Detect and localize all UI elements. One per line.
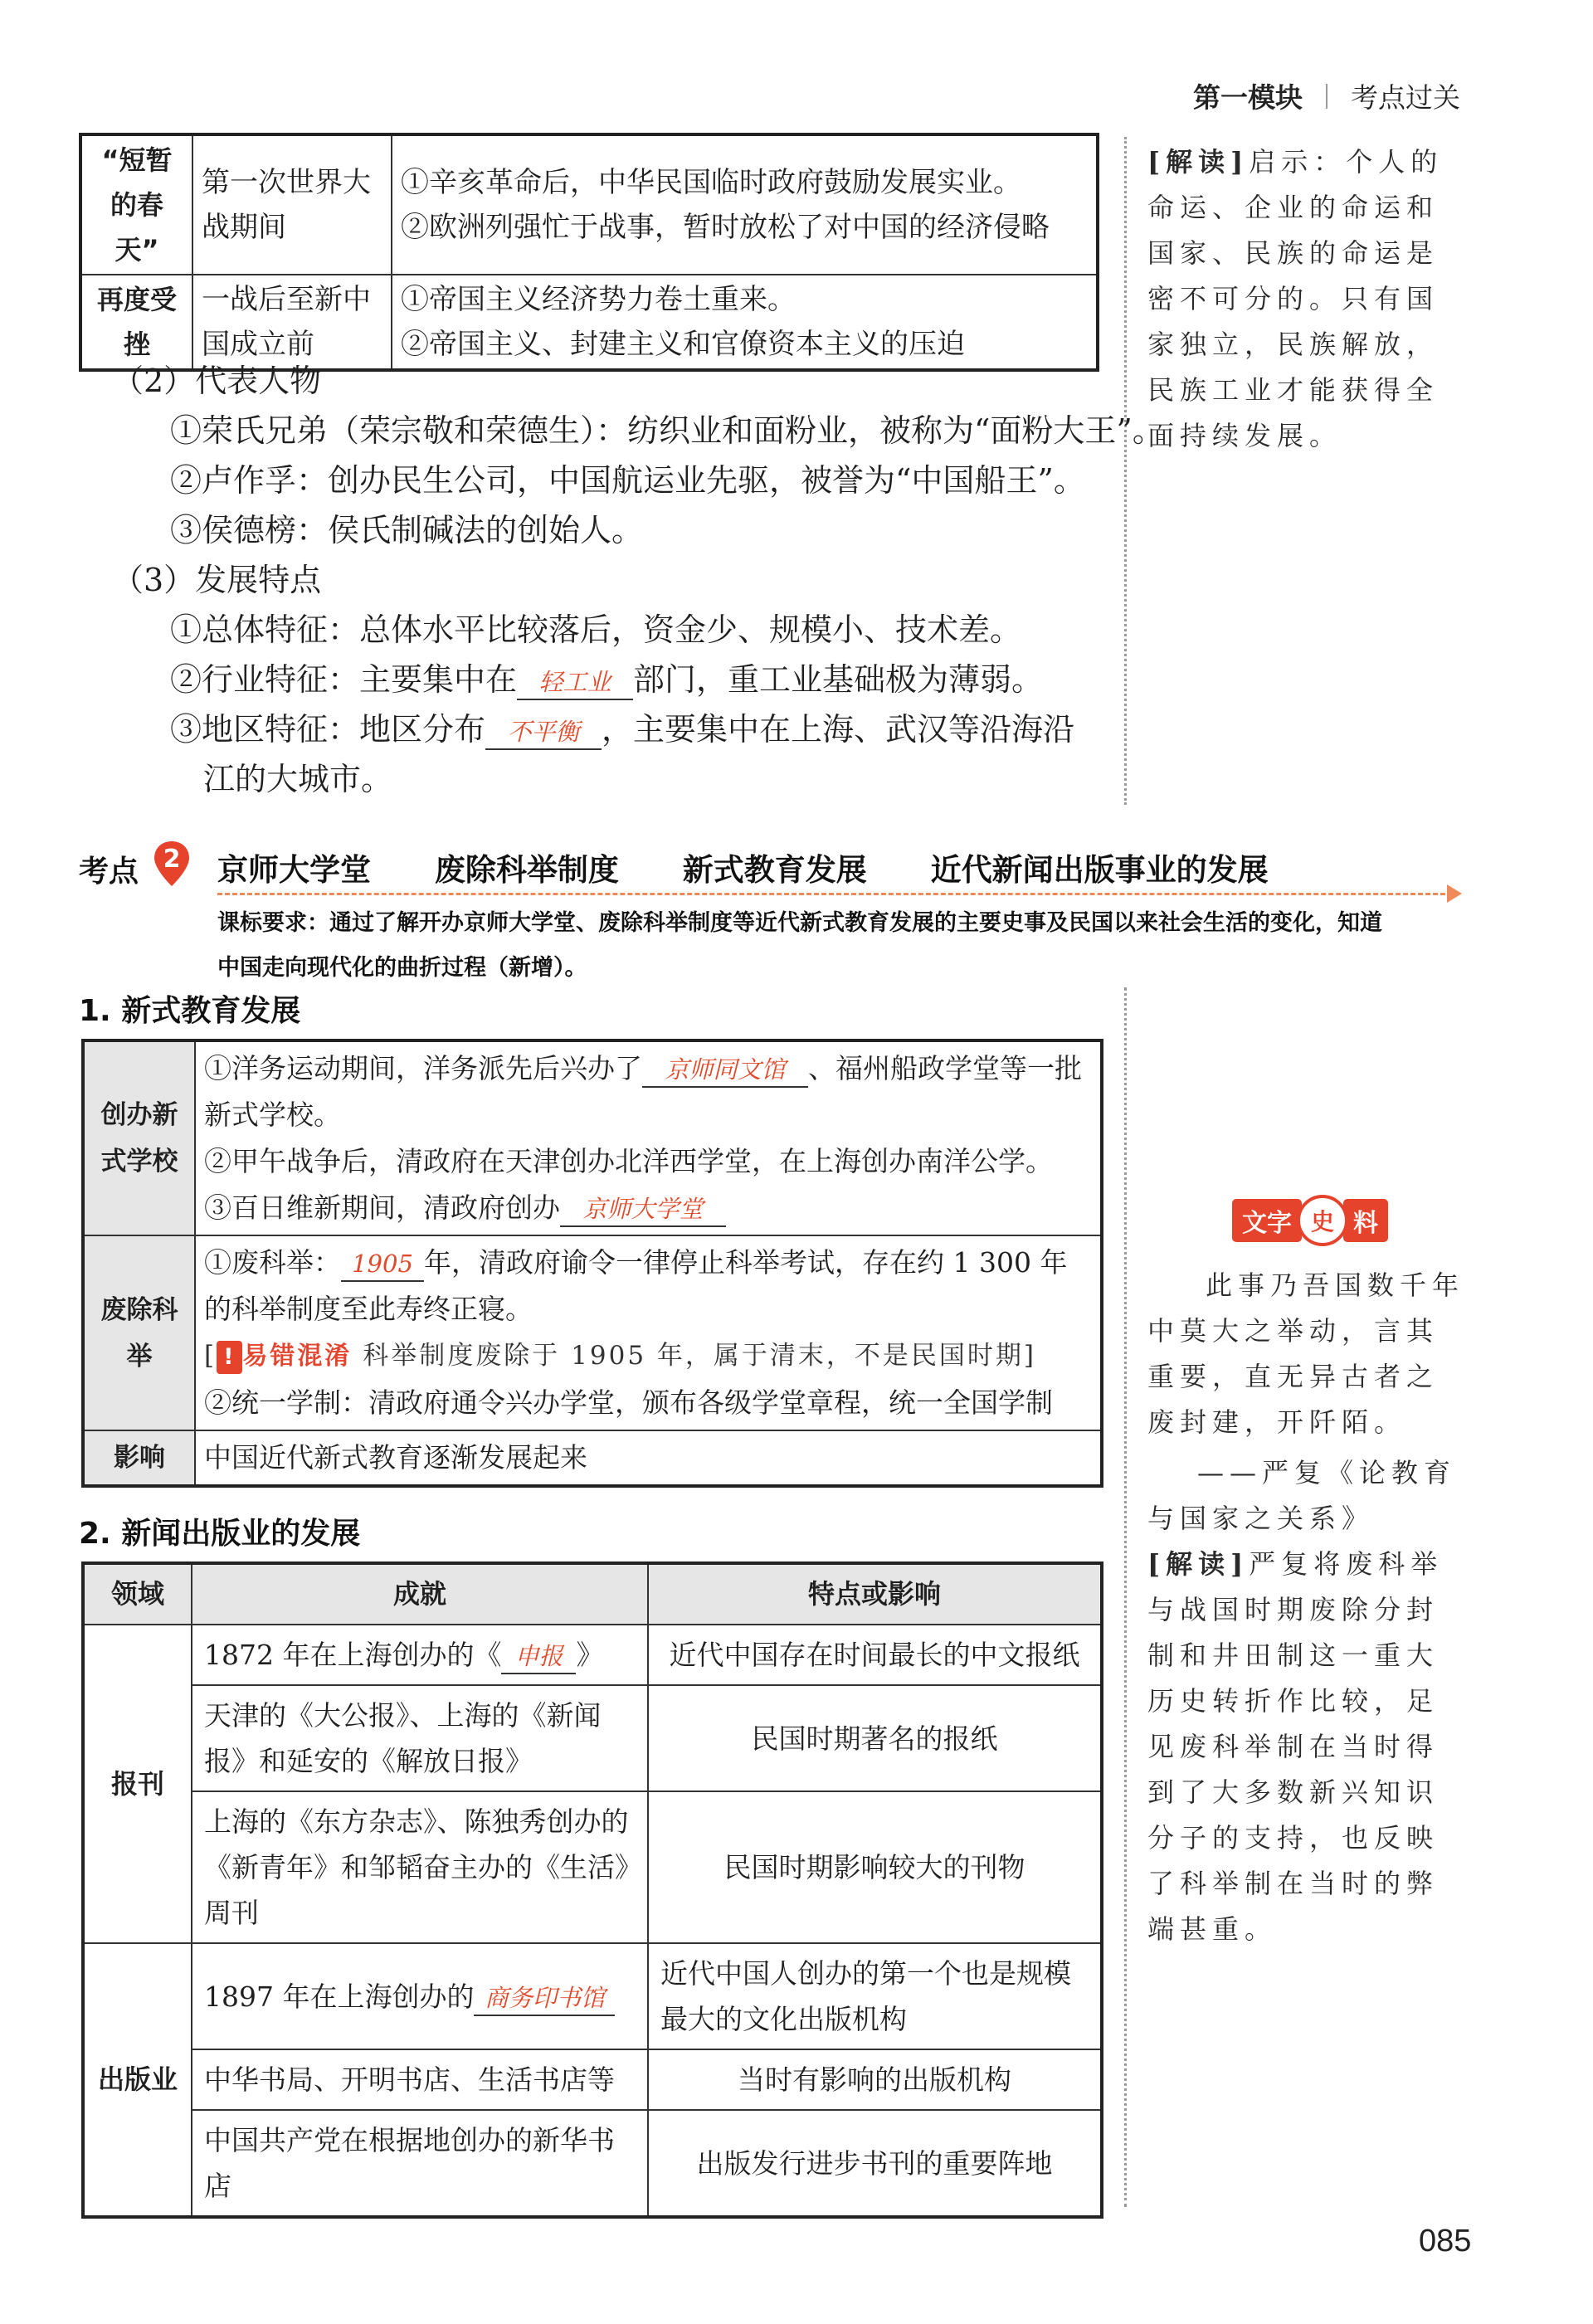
badge-mid: 史 [1297, 1195, 1348, 1246]
arrow-right-icon [1447, 884, 1462, 903]
section-title: 1. 新式教育发展 [79, 994, 301, 1028]
feature-item-cont: 江的大城市。 [203, 761, 393, 797]
answer-blank: 1905 [341, 1247, 424, 1282]
kaodian-title: 近代新闻出版事业的发展 [930, 852, 1269, 888]
kaodian-title: 新式教育发展 [682, 852, 867, 888]
row-body: 中国近代新式教育逐渐发展起来 [195, 1430, 1102, 1486]
table-header-row [83, 1563, 1102, 1625]
achievement-cell: 中华书局、开明书店、生活书店等 [192, 2049, 648, 2110]
row-head: 创办新式学校 [83, 1040, 195, 1235]
achievement-cell: 1872 年在上海创办的《 申报 》 [192, 1625, 648, 1685]
period-cell: 第一次世界大战期间 [192, 134, 392, 275]
column-header: 领域 [83, 1563, 192, 1625]
education-table [81, 1039, 1103, 1488]
row-head: 废除科举 [83, 1235, 195, 1430]
side-note-interpretation [1147, 139, 1467, 459]
running-header [1193, 76, 1460, 115]
table-row [83, 2110, 1102, 2217]
period-cell: 一战后至新中国成立前 [192, 275, 392, 370]
answer-blank: 申报 [501, 1639, 576, 1674]
interpret-text: 严复将废科举与战国时期废除分封制和井田制这一重大历史转折作比较，足见废科举制在当时得到了大多数新兴知识分子的支持，也反映了科举制在当时的弊端甚重。 [1147, 1548, 1444, 1945]
table-row [83, 1943, 1102, 2049]
table-row [83, 1625, 1102, 1685]
header-divider [1326, 84, 1328, 109]
effect-cell: 当时有影响的出版机构 [648, 2049, 1102, 2110]
development-stages-table [79, 133, 1099, 372]
source-badge [1232, 1195, 1388, 1246]
section-label: 考点过关 [1351, 82, 1460, 113]
column-divider-bottom [1124, 987, 1127, 2207]
reason-line: ②帝国主义、封建主义和官僚资本主义的压迫 [401, 328, 965, 361]
answer-blank: 京师同文馆 [642, 1053, 808, 1088]
press-table [81, 1562, 1103, 2219]
answer-blank: 不平衡 [485, 715, 602, 750]
feature-item: ①总体特征：总体水平比较落后，资金少、规模小、技术差。 [170, 611, 1022, 648]
row-body: ①废科举： 1905 年，清政府谕令一律停止科举考试，存在约 1 300 年的科举制度至此寿终正寝。 [ ! 易错混淆 科举制度废除于 1905 年，属于清末，不是民国时期] ②统一学制：清政府通令兴办学堂，颁布各级学堂章程，统一全国学制 [195, 1235, 1102, 1430]
achievement-cell: 中国共产党在根据地创办的新华书店 [192, 2110, 648, 2217]
effect-cell: 近代中国存在时间最长的中文报纸 [648, 1625, 1102, 1685]
answer-blank: 京师大学堂 [560, 1192, 726, 1227]
curriculum-standard: 课标要求：通过了解开办京师大学堂、废除科举制度等近代新式教育发展的主要史事及民国以来社会生活的变化，知道中国走向现代化的曲折过程（新增）。 [217, 910, 1382, 981]
effect-cell: 近代中国人创办的第一个也是规模最大的文化出版机构 [648, 1943, 1102, 2049]
reasons-cell [392, 134, 1098, 275]
kaodian-title: 京师大学堂 [217, 852, 371, 888]
effect-cell: 民国时期影响较大的刊物 [648, 1791, 1102, 1943]
table-row [83, 2049, 1102, 2110]
page-number: 085 [1419, 2224, 1472, 2258]
row-head: 影响 [83, 1430, 195, 1486]
interpret-label: [解读] [1147, 146, 1250, 178]
kaodian-label: 考点 [79, 855, 139, 889]
table-row [80, 134, 1098, 275]
badge-left: 文字 [1232, 1199, 1302, 1242]
module-label: 第一模块 [1193, 82, 1303, 113]
table-row [83, 1685, 1102, 1791]
reason-line: ①帝国主义经济势力卷土重来。 [401, 283, 796, 316]
kaodian-number-badge [151, 838, 192, 886]
kaodian-title: 废除科举制度 [434, 852, 619, 888]
effect-cell: 民国时期著名的报纸 [648, 1685, 1102, 1791]
achievement-cell: 上海的《东方杂志》、陈独秀创办的《新青年》和邹韬奋主办的《生活》周刊 [192, 1791, 648, 1943]
reps-title: （2）代表人物 [112, 363, 322, 399]
achievement-cell: 1897 年在上海创办的 商务印书馆 [192, 1943, 648, 2049]
column-divider-top [1124, 137, 1127, 805]
answer-blank: 商务印书馆 [474, 1981, 615, 2016]
features-title: （3）发展特点 [112, 562, 322, 598]
interpret-text: 启示：个人的命运、企业的命运和国家、民族的命运是密不可分的。只有国家独立，民族解放，民族工业才能获得全面持续发展。 [1147, 146, 1444, 451]
section-title: 2. 新闻出版业的发展 [79, 1517, 361, 1551]
source-attribution: ——严复《论教育与国家之关系》 [1147, 1457, 1457, 1534]
group-head: 报刊 [83, 1625, 192, 1943]
stage-cell: “短暂的春天” [80, 134, 192, 275]
source-interpretation [1147, 1542, 1467, 1952]
feature-item: ③地区特征：地区分布 不平衡 ，主要集中在上海、武汉等沿海沿 [170, 704, 1074, 750]
badge-right: 料 [1343, 1199, 1388, 1242]
kaodian-number: 2 [163, 845, 181, 874]
source-quote: 此事乃吾国数千年中莫大之举动，言其重要，直无异古者之废封建，开阡陌。 [1147, 1269, 1465, 1438]
column-header: 特点或影响 [648, 1563, 1102, 1625]
column-header: 成就 [192, 1563, 648, 1625]
reps-item: ②卢作孚：创办民生公司，中国航运业先驱，被誉为“中国船王”。 [170, 462, 1085, 499]
answer-blank: 轻工业 [517, 665, 633, 700]
row-body: ①洋务运动期间，洋务派先后兴办了 京师同文馆 、福州船政学堂等一批新式学校。 ②甲午战争后，清政府在天津创办北洋西学堂，在上海创办南洋公学。 ③百日维新期间，清政府创办 京师大学堂 [195, 1040, 1102, 1235]
stage-cell: 再度受挫 [80, 275, 192, 370]
table-row [83, 1791, 1102, 1943]
reason-line: ②欧洲列强忙于战事，暂时放松了对中国的经济侵略 [401, 211, 1050, 244]
feature-item: ②行业特征：主要集中在 轻工业 部门，重工业基础极为薄弱。 [170, 654, 1043, 700]
reps-item: ①荣氏兄弟（荣宗敬和荣德生）：纺织业和面粉业，被称为“面粉大王”。 [170, 412, 1164, 449]
reasons-cell [392, 275, 1098, 370]
kaodian-titles [217, 845, 1297, 889]
reps-item: ③侯德榜：侯氏制碱法的创始人。 [170, 512, 644, 548]
error-tip: [ ! 易错混淆 科举制度废除于 1905 年，属于清末，不是民国时期] [204, 1333, 1092, 1380]
effect-cell: 出版发行进步书刊的重要阵地 [648, 2110, 1102, 2217]
dashed-divider [217, 893, 1445, 895]
reason-line: ①辛亥革命后，中华民国临时政府鼓励发展实业。 [401, 166, 1021, 199]
group-head: 出版业 [83, 1943, 192, 2217]
warning-icon: ! [217, 1341, 242, 1374]
table-row [83, 1430, 1102, 1486]
table-row [83, 1235, 1102, 1430]
achievement-cell: 天津的《大公报》、上海的《新闻报》和延安的《解放日报》 [192, 1685, 648, 1791]
interpret-label: [解读] [1147, 1548, 1250, 1580]
table-row [83, 1040, 1102, 1235]
